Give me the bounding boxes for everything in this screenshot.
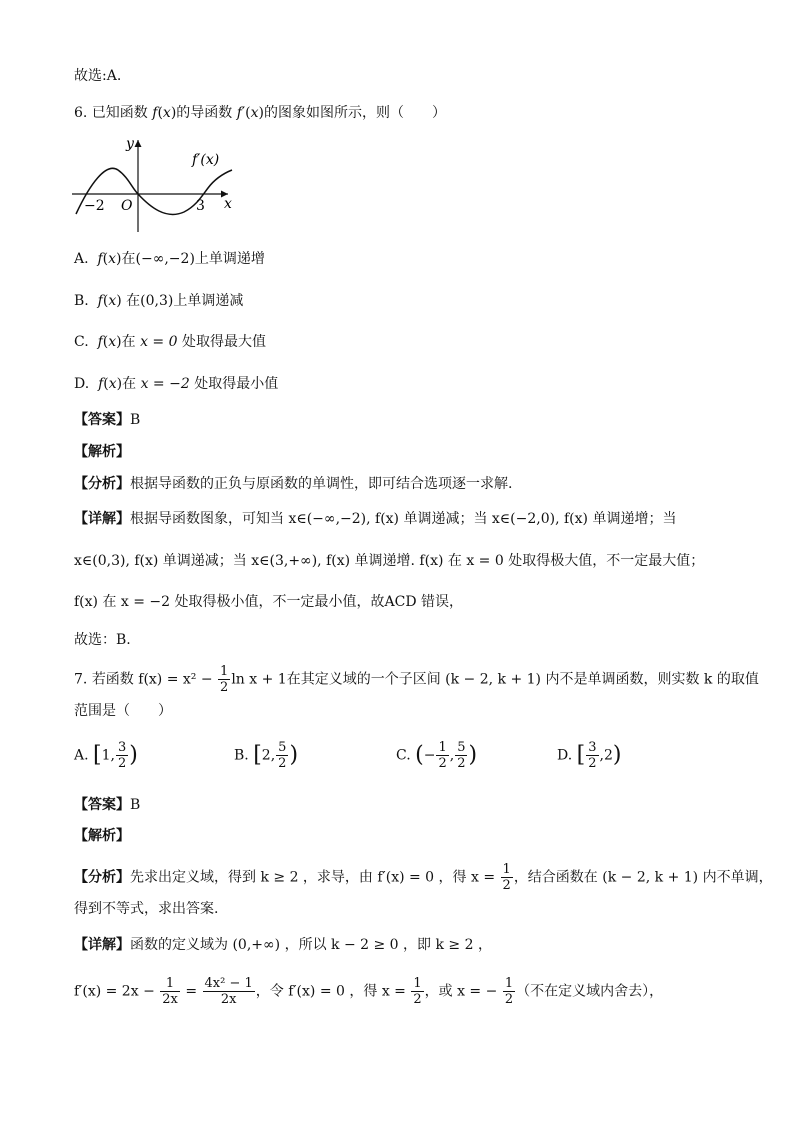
q7-option-a: A. [1, $\frac{3}{2}$ ) xyxy=(74,740,138,771)
q6-detail-line3: f(x) 在 x = −2 处取得极小值，不一定最小值，故ACD 错误， xyxy=(74,594,464,610)
q7-fenxi: 【分析】先求出定义域，得到 k ≥ 2 ，求导，由 f′(x) = 0 ，得 x = $\frac{1}{2}$ ，结合函数在 (k − 2, k + 1) 内不单调， xyxy=(74,862,773,893)
q7-detail-line1: 【详解】函数的定义域为 (0,+∞) ，所以 k − 2 ≥ 0 ，即 k ≥ 2 ， xyxy=(74,937,492,953)
q7-answer: 【答案】B xyxy=(74,797,141,813)
q6-number: 6. xyxy=(74,105,88,121)
q6-stem: 6. 已知函数 f(x)的导函数 f′(x)的图象如图所示，则（ ） xyxy=(74,105,446,121)
tick-minus-2: −2 xyxy=(84,198,105,214)
q7-derivative: f′(x) = 2x − $\frac{1}{2x}$ = $\frac{\text{4x² − 1}}{2x}$ ，令 f′(x) = 0 ，得 x = $\frac{1}{2}$ ，或 x = − $\frac{1}{2}$ （不在定义域内舍去）， xyxy=(74,976,664,1007)
y-axis-arrow xyxy=(135,140,142,147)
q6-option-c: C. f(x)在 x = 0 处取得最大值 xyxy=(74,334,266,350)
q7-stem: 7. 若函数 f(x) = x² − $\frac{1}{2}$ ln x + 1在其定义域的一个子区间 (k − 2, k + 1) 内不是单调函数，则实数 k 的取值 xyxy=(74,664,759,695)
q6-option-d: D. f(x)在 x = −2 处取得最小值 xyxy=(74,376,279,392)
q7-option-d: D. [ $\frac{3}{2}$ ,2) xyxy=(557,740,622,771)
q7-stem-line2: 范围是（ ） xyxy=(74,703,172,719)
q6-stem-a: 已知函数 xyxy=(91,105,148,121)
y-label: y xyxy=(126,136,134,152)
q6-stem-b: 的导函数 xyxy=(176,105,233,121)
q7-option-c: C. (− $\frac{1}{2}$ , $\frac{5}{2}$ ) xyxy=(396,740,478,771)
q6-detail-line1: 【详解】根据导函数图象，可知当 x∈(−∞,−2), f(x) 单调递减；当 x∈(−2,0), f(x) 单调递增；当 xyxy=(74,511,677,527)
x-label: x xyxy=(224,196,232,212)
q6-option-b: B. f(x) 在(0,3)上单调递减 xyxy=(74,293,244,309)
q6-detail-line2: x∈(0,3), f(x) 单调递减；当 x∈(3,+∞), f(x) 单调递增. f(x) 在 x = 0 处取得极大值，不一定最大值； xyxy=(74,553,705,569)
curve-label: f′(x) xyxy=(192,152,220,168)
q6-fx: f xyxy=(152,105,158,121)
q7-stem-fraction: $\frac{1}{2}$ xyxy=(220,664,229,695)
origin-label: O xyxy=(121,198,133,214)
q7-fenxi-line2: 得到不等式，求出答案. xyxy=(74,901,219,917)
q6-conclusion: 故选：B. xyxy=(74,632,131,648)
q7-jiexi: 【解析】 xyxy=(74,828,130,844)
tick-3: 3 xyxy=(196,198,205,214)
q6-stem-c: 的图象如图所示，则（ ） xyxy=(263,105,446,121)
q6-fenxi: 【分析】根据导函数的正负与原函数的单调性，即可结合选项逐一求解. xyxy=(74,476,513,492)
derivative-graph xyxy=(68,132,238,237)
q7-option-b: B. [2, $\frac{5}{2}$ ) xyxy=(234,740,299,771)
q6-jiexi: 【解析】 xyxy=(74,444,130,460)
previous-answer: 故选:A. xyxy=(74,68,122,84)
q6-answer: 【答案】B xyxy=(74,412,141,428)
q6-option-a: A. f(x)在(−∞,−2)上单调递增 xyxy=(74,251,265,267)
